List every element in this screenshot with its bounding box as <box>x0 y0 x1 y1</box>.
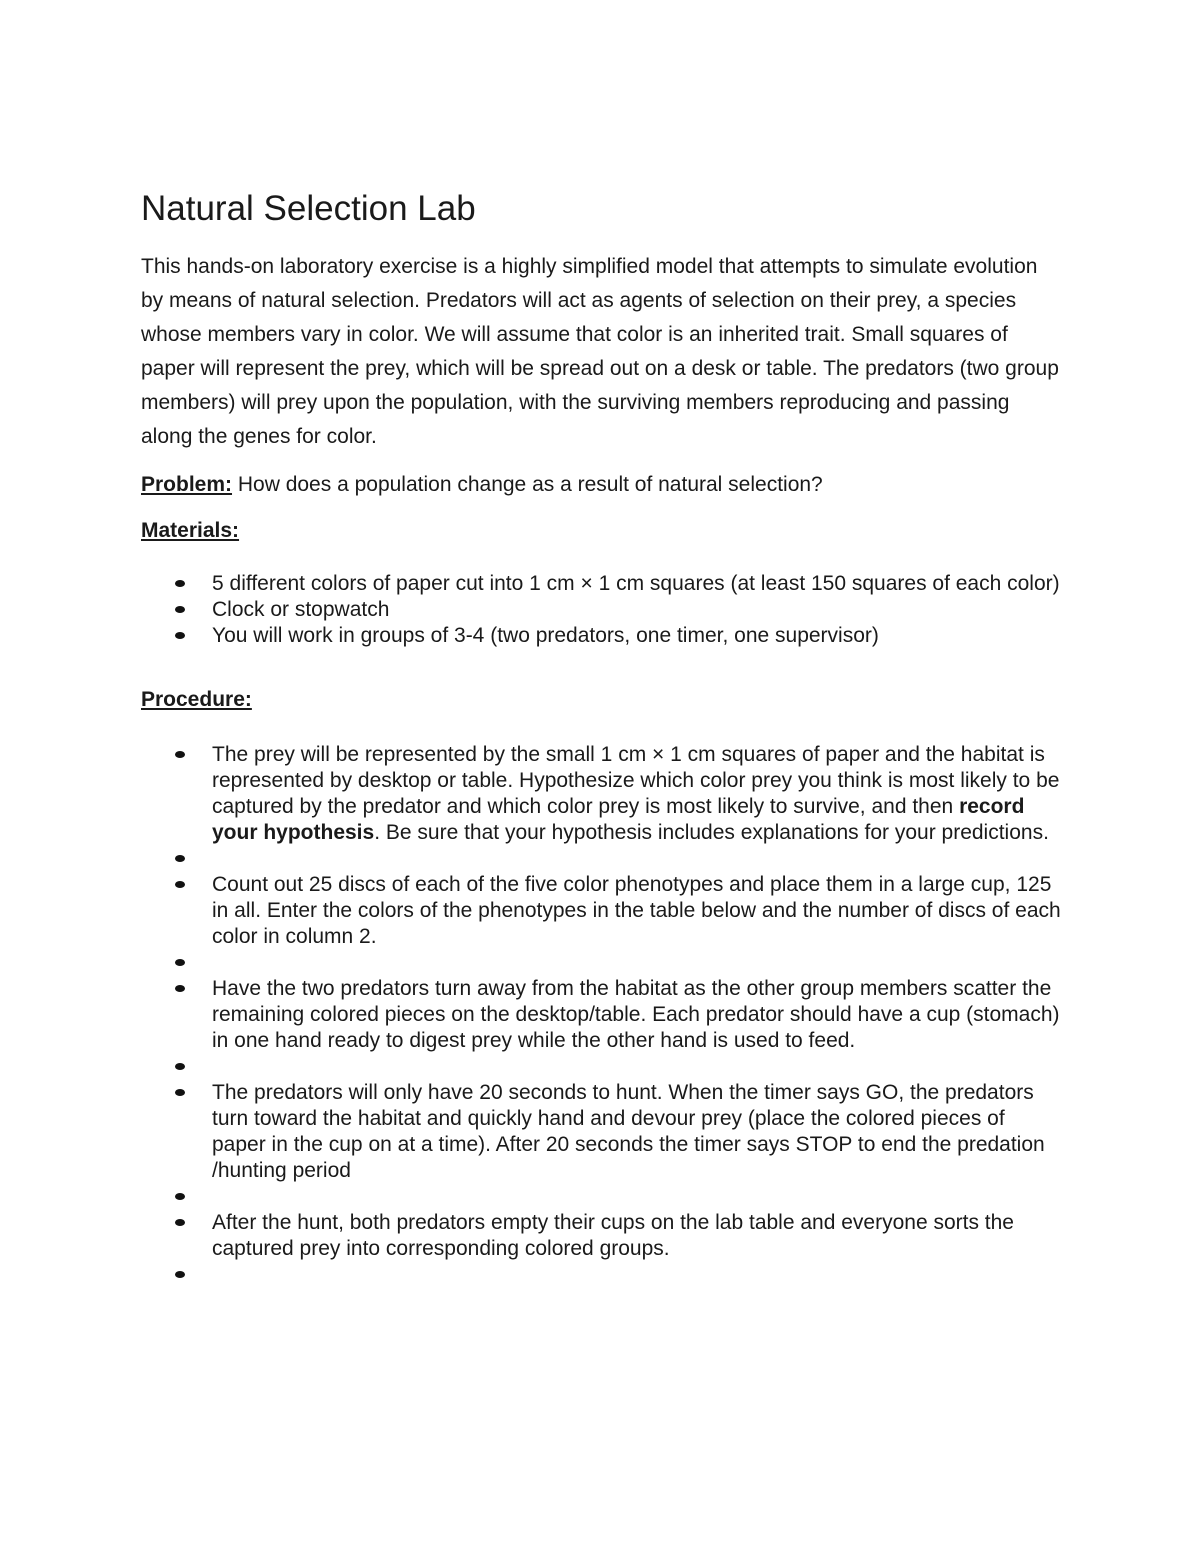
bullet-icon <box>175 1193 185 1200</box>
list-item <box>141 571 1061 597</box>
list-item <box>141 1080 1061 1184</box>
bullet-icon <box>175 855 185 862</box>
list-item-empty <box>141 1184 1061 1210</box>
problem-text: How does a population change as a result of natural selection? <box>232 473 823 496</box>
list-item <box>141 1210 1061 1262</box>
bullet-icon <box>175 881 185 888</box>
procedure-step-2: Count out 25 discs of each of the five color phenotypes and place them in a large cup, 125 in all. Enter the colors of the phenotypes in the table below and the number of discs of each color in column 2. <box>212 873 1061 948</box>
step-1-text: The prey will be represented by the small 1 cm × 1 cm squares of paper and the habitat is represented by desktop or table. Hypothesize which color prey you think is most likely to be captured by the predator and which color prey is most likely to survive, and then <box>212 743 1060 818</box>
bullet-icon <box>175 606 185 613</box>
bullet-icon <box>175 985 185 992</box>
bullet-icon <box>175 1219 185 1226</box>
procedure-list <box>141 742 1061 1288</box>
list-item <box>141 742 1061 846</box>
procedure-step-3: Have the two predators turn away from the habitat as the other group members scatter the remaining colored pieces on the desktop/table. Each predator should have a cup (stomach) in one hand ready to digest prey while the other hand is used to feed. <box>212 977 1060 1052</box>
materials-item-1: 5 different colors of paper cut into 1 cm × 1 cm squares (at least 150 squares of each color) <box>212 572 1060 595</box>
step-1-text-end: . Be sure that your hypothesis includes explanations for your predictions. <box>374 821 1049 844</box>
bullet-icon <box>175 959 185 966</box>
document-page <box>141 186 1061 1288</box>
list-item-empty <box>141 846 1061 872</box>
materials-list <box>141 571 1061 649</box>
list-item <box>141 976 1061 1054</box>
bullet-icon <box>175 1089 185 1096</box>
problem-statement <box>141 468 1061 502</box>
bullet-icon <box>175 1271 185 1278</box>
materials-item-2: Clock or stopwatch <box>212 598 390 621</box>
intro-paragraph: This hands-on laboratory exercise is a highly simplified model that attempts to simulate evolution by means of natural selection. Predators will act as agents of selection on their prey, a species whose members vary in color. We will assume that color is an inherited trait. Small squares of paper will represent the prey, which will be spread out on a desk or table. The predators (two group members) will prey upon the population, with the surviving members reproducing and passing along the genes for color. <box>141 255 1059 448</box>
bullet-icon <box>175 580 185 587</box>
list-item <box>141 623 1061 649</box>
list-item-empty <box>141 950 1061 976</box>
procedure-step-1 <box>212 743 1059 844</box>
list-item-empty <box>141 1054 1061 1080</box>
procedure-heading: Procedure: <box>141 688 252 711</box>
procedure-step-5: After the hunt, both predators empty their cups on the lab table and everyone sorts the captured prey into corresponding colored groups. <box>212 1211 1014 1260</box>
bullet-icon <box>175 1063 185 1070</box>
materials-item-3: You will work in groups of 3-4 (two predators, one timer, one supervisor) <box>212 624 879 647</box>
procedure-step-4: The predators will only have 20 seconds to hunt. When the timer says GO, the predators turn toward the habitat and quickly hand and devour prey (place the colored pieces of paper in the cup on at a time). After 20 seconds the timer says STOP to end the predation /hunting period <box>212 1081 1045 1182</box>
bullet-icon <box>175 632 185 639</box>
materials-heading: Materials: <box>141 519 240 542</box>
bullet-icon <box>175 751 185 758</box>
step-1-emphasis: record your hypothesis <box>212 795 1025 844</box>
list-item-empty <box>141 1262 1061 1288</box>
page-title: Natural Selection Lab <box>141 189 476 228</box>
problem-label: Problem: <box>141 473 233 496</box>
list-item <box>141 597 1061 623</box>
list-item <box>141 872 1061 950</box>
